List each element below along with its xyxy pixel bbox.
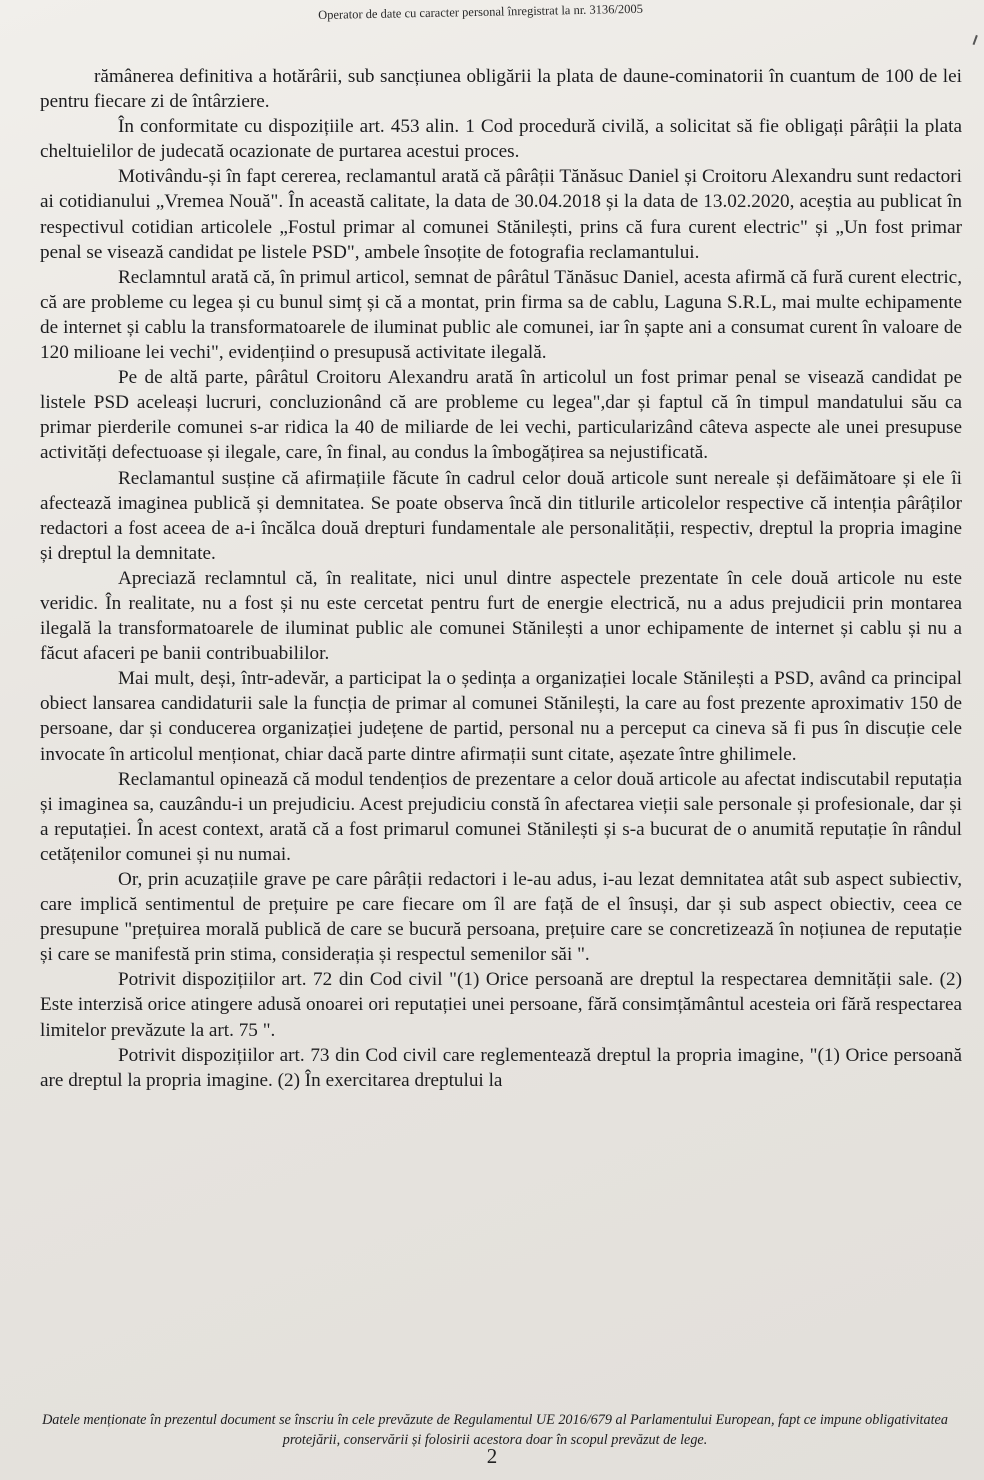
paragraph-7: Apreciază reclamntul că, în realitate, nici unul dintre aspectele prezentate în cele două articole nu este veridic. În realitate, nu a fost și nu este cercetat pentru furt de energie electrică, nu a adus prejudicii prin montarea ilegală la transformatoarele de iluminat public ale comunei Stănilești a unor echipamente de internet și cablu și nu a făcut afaceri pe banii contribuabililor. (40, 567, 962, 665)
paragraph-8: Mai mult, deși, într-adevăr, a participat la o ședința a organizației locale Stănilești a PSD, având ca principal obiect lansarea candidaturii sale la funcția de primar al comunei Stănilești, la care au fost prezente aproximativ 150 de persoane, dar și conducerea organizației județene de partid, personal nu a perceput ca cineva să fi pus în discuție cele invocate în articolul menționat, chiar dacă parte dintre afirmații sunt citate, așezate între ghilimele. (40, 668, 962, 765)
paragraph-11: Potrivit dispozițiilor art. 72 din Cod civil "(1) Orice persoană are dreptul la respectarea demnității sale. (2) Este interzisă orice atingere adusă onoarei ori reputației unei persoane, fără consimțământul acesteia ori fără respectarea limitelor prevăzute la art. 75 ". (40, 969, 962, 1041)
paragraph-2: În conformitate cu dispozițiile art. 453 alin. 1 Cod procedură civilă, a solicitat să fie obligați pârâții la plata cheltuielilor de judecată ocazionate de purtarea acestui proces. (40, 116, 962, 163)
paragraph-4: Reclamntul arată că, în primul articol, semnat de pârâtul Tănăsuc Daniel, acesta afirmă că fură curent electric, că are probleme cu legea și cu bunul simț și că a montat, prin firma sa de cablu, Laguna S.R.L, mai multe echipamente de internet și cablu la transformatoarele de iluminat public ale comunei, iar în șapte ani a consumat curent în valoare de 120 milioane lei vechi", evidențiind o presupusă activitate ilegală. (40, 266, 962, 364)
operator-header: Operator de date cu caracter personal înregistrat la nr. 3136/2005 (318, 1, 644, 22)
gdpr-footer-note: Datele menționate în prezentul document se înscriu în cele prevăzute de Regulamentul UE 2016/679 al Parlamentului European, fapt ce impune obligativitatea protejării, conservării și folosirii acestora doar în scopul prevăzut de lege. (42, 1412, 948, 1448)
paragraph-10: Or, prin acuzațiile grave pe care pârâții redactori i le-au adus, i-au lezat demnitatea atât sub aspect subiectiv, care implică sentimentul de prețuire pe care fiecare om îl are față de el însuși, dar și sub aspect obiectiv, ceea ce presupune "prețuirea morală publică de care se bucură persoana, prețuire care se concretizează în noțiunea de reputație și care se manifestă prin stima, considerația și respectul semenilor săi ". (40, 869, 962, 966)
page-number: 2 (486, 1444, 498, 1468)
page-edge-mark (973, 35, 984, 47)
paragraph-9: Reclamantul opinează că modul tendențios de prezentare a celor două articole au afectat indiscutabil reputația și imaginea sa, cauzându-i un prejudiciu. Acest prejudiciu constă în afectarea vieții sale personale și profesionale, dar și a reputației. În acest context, arată că a fost primarul comunei Stănilești și s-a bucurat de o anumită reputație în rândul cetățenilor comunei și nu numai. (40, 768, 962, 865)
paragraph-12: Potrivit dispozițiilor art. 73 din Cod civil care reglementează dreptul la propria imagine, "(1) Orice persoană are dreptul la propria imagine. (2) În exercitarea dreptului la (40, 1044, 962, 1091)
document-body (40, 64, 962, 1093)
paragraph-5: Pe de altă parte, pârâtul Croitoru Alexandru arată în articolul un fost primar penal se visează candidat pe listele PSD aceleași lucruri, concluzionând că are probleme cu legea",dar și faptul că în timpul mandatului său ca primar pierderile comunei s-ar ridica la 40 de miliarde de lei vechi, particularizând câteva aspecte ale unei presupuse activități defectuoase și ilegale, care, în final, au condus la îmbogățirea sa nejustificată. (40, 367, 962, 464)
paragraph-1: rămânerea definitiva a hotărârii, sub sancțiunea obligării la plata de daune-cominatorii în cuantum de 100 de lei pentru fiecare zi de întârziere. (40, 66, 962, 113)
paragraph-3: Motivându-și în fapt cererea, reclamantul arată că pârâții Tănăsuc Daniel și Croitoru Alexandru sunt redactori ai cotidianului „Vremea Nouă". În această calitate, la data de 30.04.2018 și la data de 13.02.2020, aceștia au publicat în respectivul cotidian articolele „Fostul primar al comunei Stănilești, prins că fura curent electric" și „Un fost primar penal se visează candidat pe listele PSD", ambele însoțite de fotografia reclamantului. (40, 166, 962, 263)
paragraph-6: Reclamantul susține că afirmațiile făcute în cadrul celor două articole sunt nereale și defăimătoare și ele îi afectează imaginea publică și demnitatea. Se poate observa încă din titlurile articolelor respective că intenția pârâților redactori a fost aceea de a-i încălca două drepturi fundamentale ale personalității, respectiv, dreptul la propria imagine și dreptul la demnitate. (40, 467, 962, 564)
